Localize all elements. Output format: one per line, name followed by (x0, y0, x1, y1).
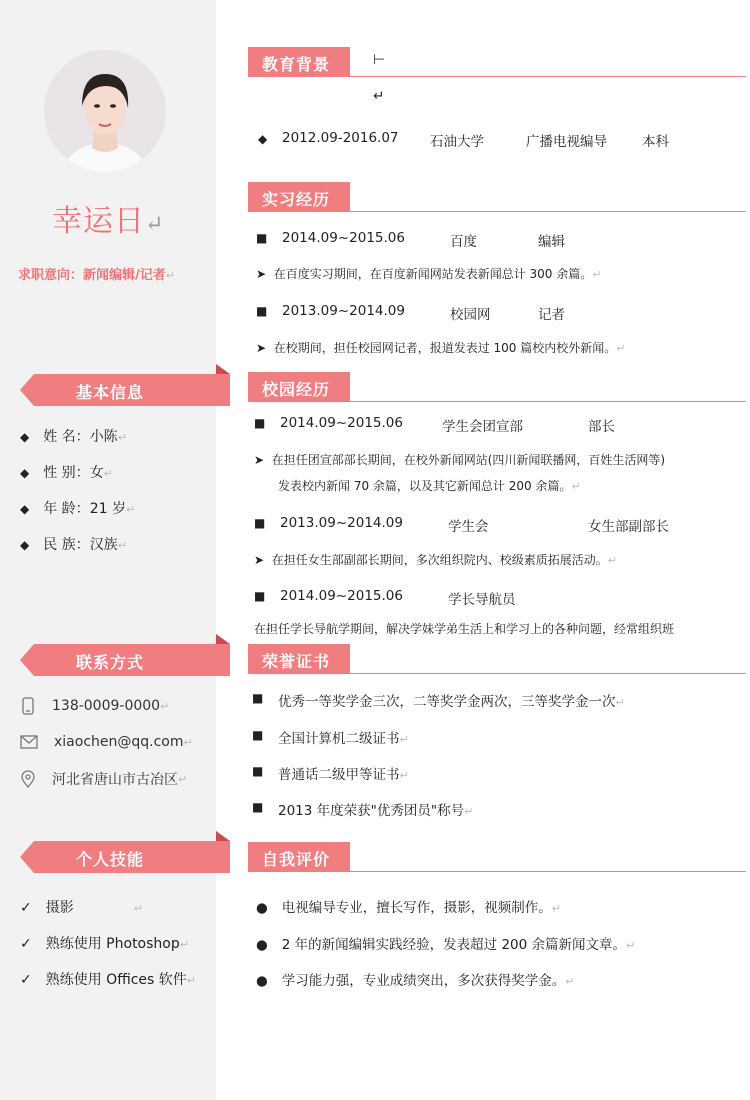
internship-desc: ➤ 在校期间，担任校园网记者，报道发表过 100 篇校内校外新闻。↵ (256, 341, 626, 355)
honor-item: ■ 普通话二级甲等证书↵ (252, 764, 409, 783)
campus-desc: ➤ 在担任女生部副部长期间，多次组织院内、校级素质拓展活动。↵ (254, 553, 617, 567)
info-row-name: ◆ 姓 名：小陈↵ (20, 429, 127, 445)
self-eval-item: ● 电视编导专业，擅长写作，摄影，视频制作。↵ (256, 900, 561, 916)
campus-title: 校园经历 (262, 380, 331, 399)
name-return-mark: ↵ (145, 212, 165, 237)
info-row-age: ◆ 年 龄：21 岁↵ (20, 501, 136, 517)
self-eval-item: ● 2 年的新闻编辑实践经验，发表超过 200 余篇新闻文章。↵ (256, 937, 636, 953)
sidebar (0, 0, 216, 1100)
mail-icon (20, 735, 38, 749)
check-icon: ✓ (20, 936, 32, 952)
candidate-name: 幸运日↵ (52, 204, 165, 239)
location-pin-icon (20, 770, 36, 788)
info-row-gender: ◆ 性 别：女↵ (20, 465, 113, 481)
education-title: 教育背景 (262, 55, 331, 74)
internship-desc: ➤ 在百度实习期间，在百度新闻网站发表新闻总计 300 余篇。↵ (256, 267, 602, 281)
contact-title: 联系方式 (76, 653, 145, 672)
campus-desc-cont: 发表校内新闻 70 余篇，以及其它新闻总计 200 余篇。↵ (278, 479, 581, 493)
self-eval-item: ● 学习能力强，专业成绩突出，多次获得奖学金。↵ (256, 973, 575, 989)
honors-title: 荣誉证书 (262, 652, 331, 671)
basic-info-header (0, 374, 230, 406)
honor-item: ■ 优秀一等奖学金三次，二等奖学金两次，三等奖学金一次↵ (252, 691, 625, 710)
check-icon: ✓ (20, 972, 32, 988)
contact-header (0, 644, 230, 676)
check-icon: ✓ (20, 900, 32, 916)
campus-desc: 在担任学长导航学期间，解决学妹学弟生活上和学习上的各种问题，经常组织班 (254, 622, 675, 636)
self-eval-header (248, 842, 746, 874)
honors-header (248, 644, 746, 676)
internship-header (248, 182, 746, 214)
job-intent: 求职意向：新闻编辑/记者↵ (18, 268, 175, 283)
education-header (248, 47, 746, 79)
skill-item: ✓ 摄影 ↵ (20, 900, 143, 916)
skill-item: ✓ 熟练使用 Photoshop↵ (20, 936, 189, 952)
honor-item: ■ 2013 年度荣获"优秀团员"称号↵ (252, 800, 474, 819)
contact-address: 河北省唐山市古冶区 ↵ (20, 769, 187, 789)
campus-header (248, 372, 746, 404)
self-eval-title: 自我评价 (262, 850, 331, 869)
contact-phone: 138-0009-0000 ↵ (20, 697, 169, 715)
honor-item: ■ 全国计算机二级证书↵ (252, 728, 409, 747)
info-row-ethnicity: ◆ 民 族：汉族↵ (20, 537, 127, 553)
basic-info-title: 基本信息 (76, 383, 145, 402)
skills-header (0, 841, 230, 873)
contact-email: xiaochen@qq.com ↵ (20, 734, 193, 750)
avatar (44, 50, 166, 172)
campus-desc: ➤ 在担任团宣部部长期间，在校外新闻网站(四川新闻联播网，百姓生活网等) (254, 453, 666, 467)
phone-icon (20, 697, 36, 715)
internship-title: 实习经历 (262, 190, 331, 209)
skill-item: ✓ 熟练使用 Offices 软件↵ (20, 972, 197, 988)
skills-title: 个人技能 (76, 850, 145, 869)
